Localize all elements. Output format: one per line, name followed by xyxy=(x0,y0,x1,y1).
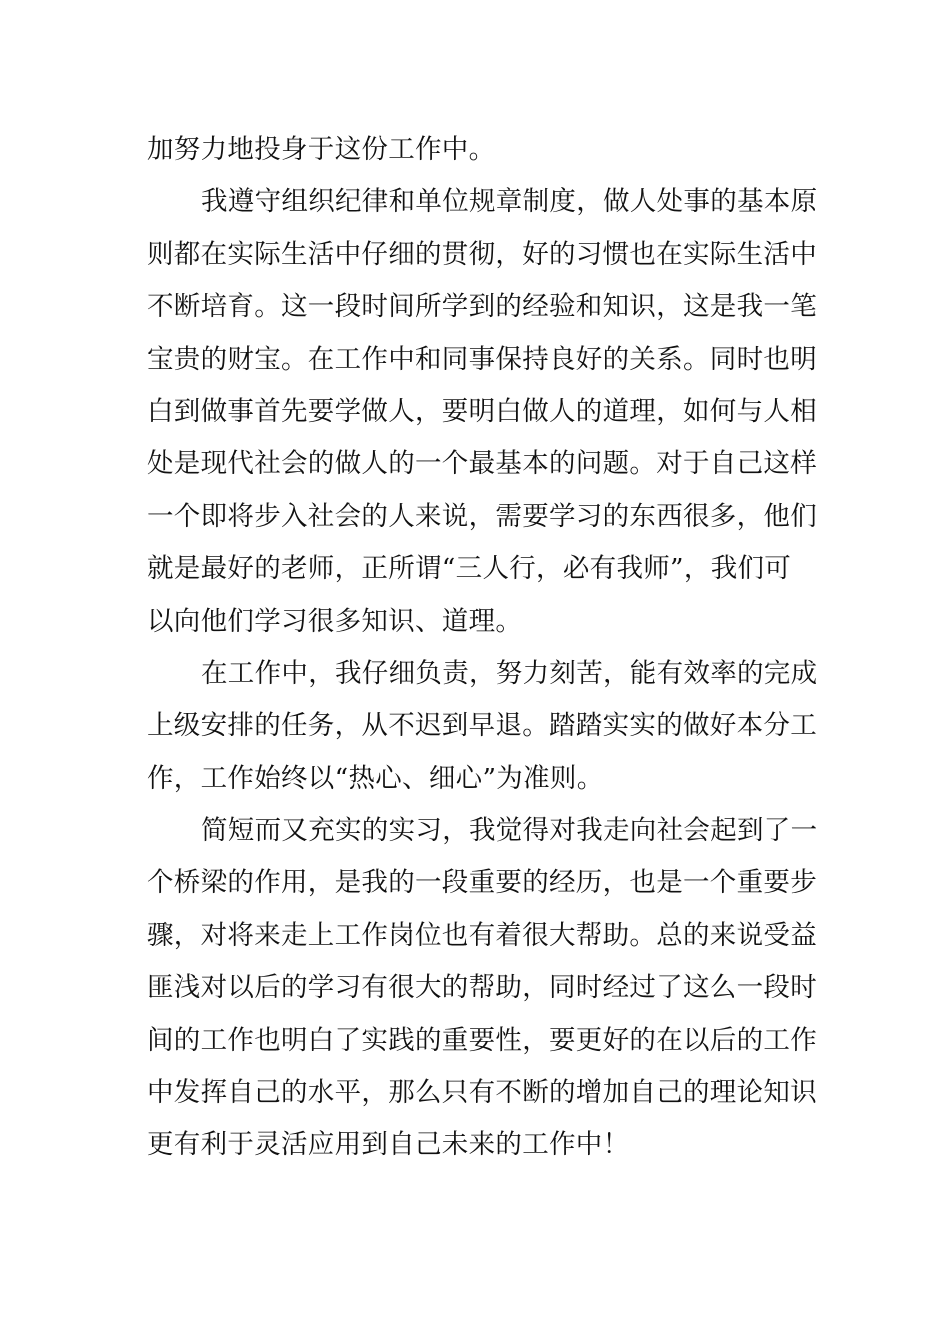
text-line: 以向他们学习很多知识、道理。 xyxy=(147,605,523,637)
text-line: 个桥梁的作用，是我的一段重要的经历，也是一个重要步 xyxy=(147,867,817,899)
text-line: 加努力地投身于这份工作中。 xyxy=(147,134,496,165)
text-line: 不断培育。这一段时间所学到的经验和知识，这是我一笔 xyxy=(147,291,817,323)
text-line: 上级安排的任务，从不迟到早退。踏踏实实的做好本分工 xyxy=(147,710,817,742)
text-line: 一个即将步入社会的人来说，需要学习的东西很多，他们 xyxy=(147,500,817,532)
paragraph-first-line: 简短而又充实的实习，我觉得对我走向社会起到了一 xyxy=(201,815,818,847)
text-line: 处是现代社会的做人的一个最基本的问题。对于自己这样 xyxy=(147,448,817,480)
text-line: 则都在实际生活中仔细的贯彻，好的习惯也在实际生活中 xyxy=(147,238,817,270)
text-line: 骤，对将来走上工作岗位也有着很大帮助。总的来说受益 xyxy=(147,919,817,951)
text-line: 就是最好的老师，正所谓“三人行，必有我师”，我们可 xyxy=(147,553,792,585)
text-line: 匪浅对以后的学习有很大的帮助，同时经过了这么一段时 xyxy=(147,972,817,1004)
text-line: 白到做事首先要学做人，要明白做人的道理，如何与人相 xyxy=(147,395,817,427)
body-text xyxy=(147,124,818,1172)
text-line: 宝贵的财宝。在工作中和同事保持良好的关系。同时也明 xyxy=(147,343,817,375)
text-line: 更有利于灵活应用到自己未来的工作中！ xyxy=(147,1129,630,1161)
text-line: 作，工作始终以“热心、细心”为准则。 xyxy=(147,762,604,794)
paragraph-first-line: 我遵守组织纪律和单位规章制度，做人处事的基本原 xyxy=(201,186,818,218)
paragraph-first-line: 在工作中，我仔细负责，努力刻苦，能有效率的完成 xyxy=(201,657,818,689)
text-line: 间的工作也明白了实践的重要性，要更好的在以后的工作 xyxy=(147,1024,817,1056)
text-line: 中发挥自己的水平，那么只有不断的增加自己的理论知识 xyxy=(147,1077,817,1109)
